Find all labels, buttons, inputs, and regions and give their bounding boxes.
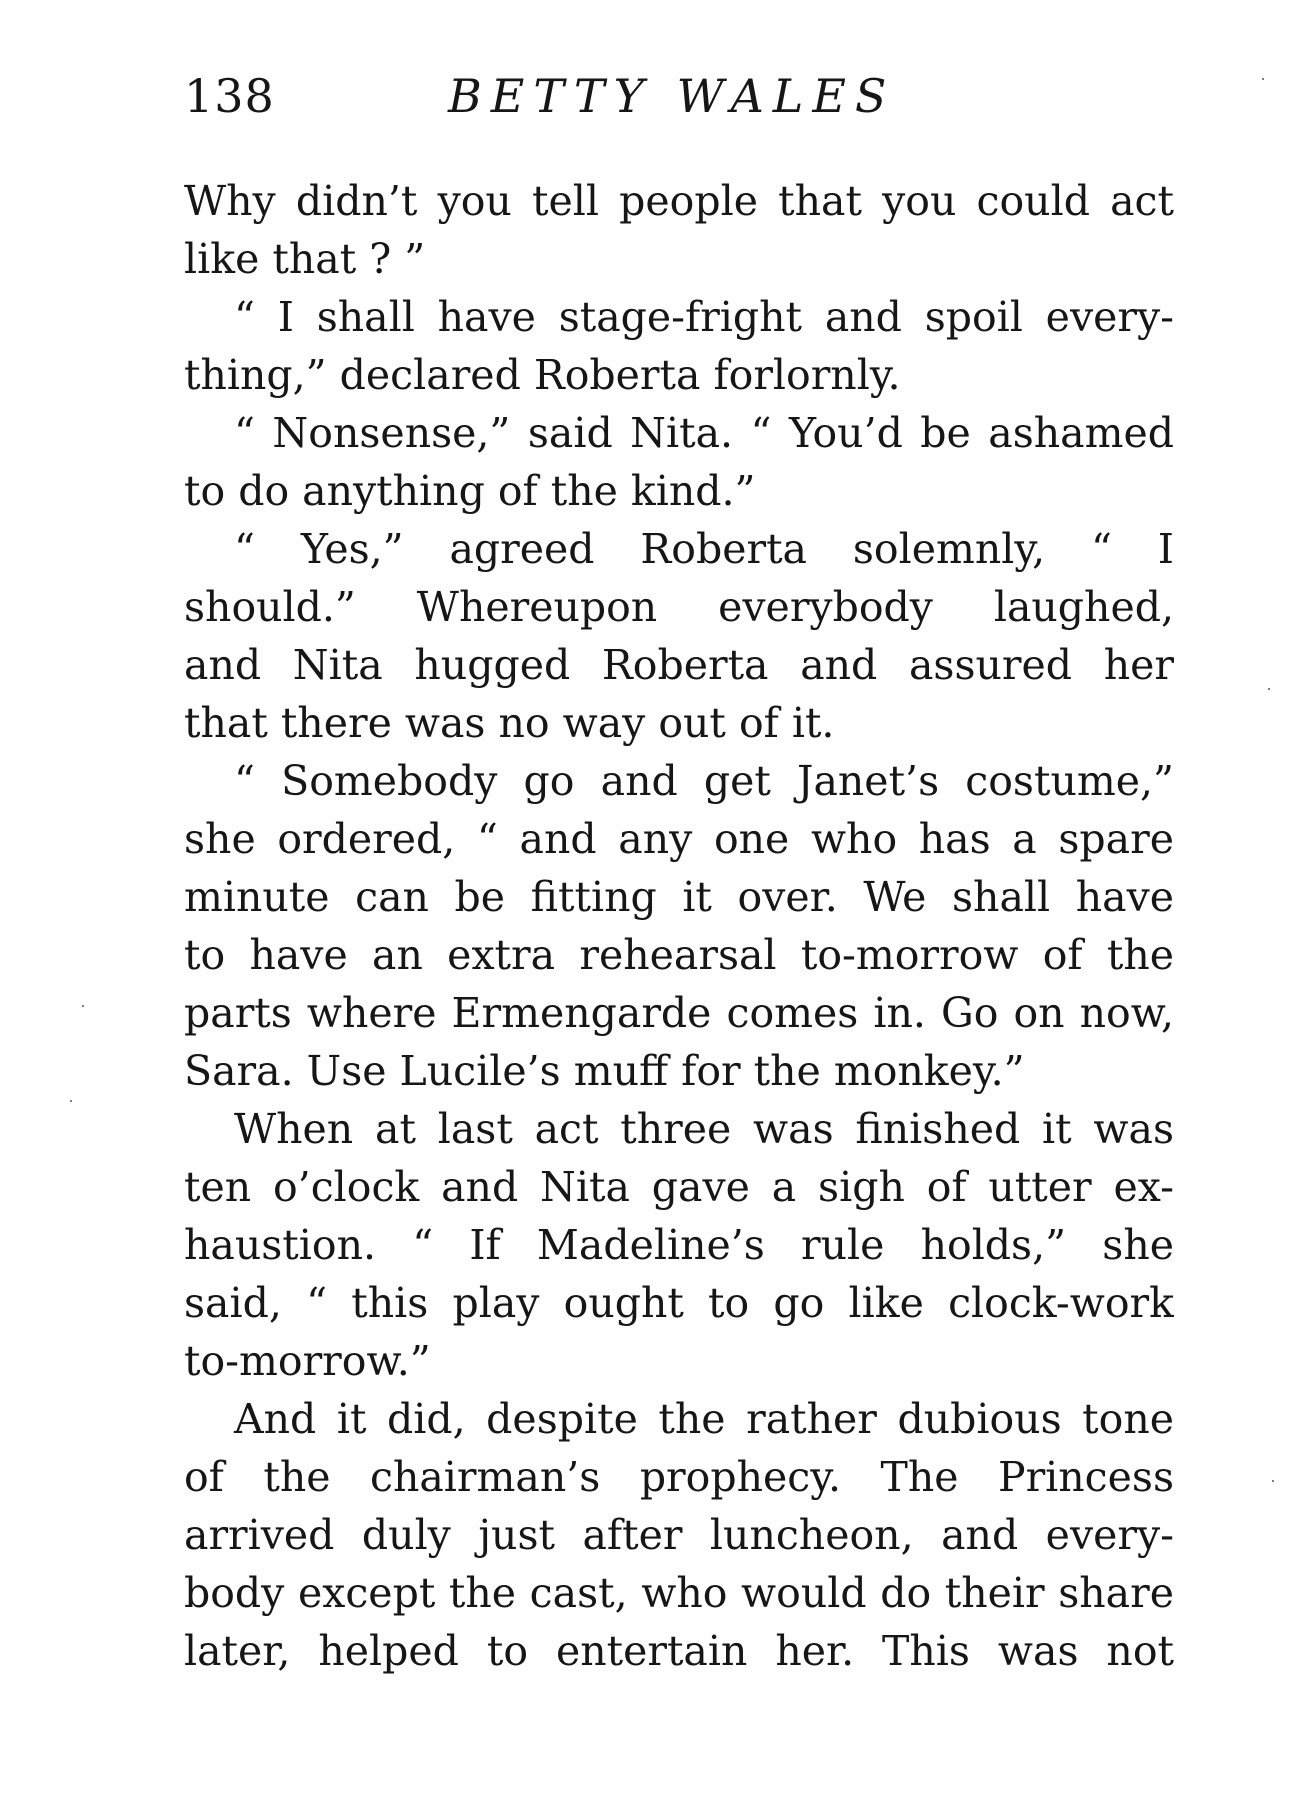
paper-speck: [70, 1100, 72, 1102]
text-line: and Nita hugged Roberta and assured her: [184, 641, 1174, 689]
text-line: later, helped to entertain her. This was not: [184, 1627, 1174, 1675]
text-line: “ Somebody go and get Janet’s costume,”: [234, 757, 1174, 805]
text-line: she ordered, “ and any one who has a spare: [184, 815, 1174, 863]
body-text: [184, 172, 1174, 1680]
text-line: And it did, despite the rather dubious tone: [234, 1395, 1174, 1443]
text-line: haustion. “ If Madeline’s rule holds,” she: [184, 1221, 1174, 1269]
text-line: arrived duly just after luncheon, and every-: [184, 1511, 1174, 1559]
text-line: “ I shall have stage-fright and spoil every-: [234, 293, 1174, 341]
text-line: Sara. Use Lucile’s muff for the monkey.”: [184, 1047, 1025, 1095]
text-line: to do anything of the kind.”: [184, 467, 756, 515]
text-line: of the chairman’s prophecy. The Princess: [184, 1453, 1174, 1501]
text-line: “ Nonsense,” said Nita. “ You’d be ashamed: [234, 409, 1174, 457]
text-line: When at last act three was finished it was: [234, 1105, 1174, 1153]
text-line: ten o’clock and Nita gave a sigh of utter ex-: [184, 1163, 1174, 1211]
text-line: “ Yes,” agreed Roberta solemnly, “ I: [234, 525, 1174, 573]
running-head: [184, 64, 1174, 134]
text-line: parts where Ermengarde comes in. Go on now,: [184, 989, 1174, 1037]
text-line: to have an extra rehearsal to-morrow of the: [184, 931, 1174, 979]
text-line: to-morrow.”: [184, 1337, 431, 1385]
text-line: should.” Whereupon everybody laughed,: [184, 583, 1174, 631]
text-line: said, “ this play ought to go like clock-work: [184, 1279, 1174, 1327]
text-line: Why didn’t you tell people that you could act: [184, 177, 1174, 225]
text-line: body except the cast, who would do their share: [184, 1569, 1174, 1617]
paper-speck: [1262, 78, 1264, 80]
page-number: 138: [184, 69, 275, 123]
book-title: BETTY WALES: [448, 69, 896, 123]
paper-speck: [82, 1005, 84, 1007]
text-line: that there was no way out of it.: [184, 699, 835, 747]
text-line: minute can be fitting it over. We shall have: [184, 873, 1174, 921]
text-line: like that ? ”: [184, 235, 426, 283]
paper-speck: [1272, 1480, 1274, 1482]
text-line: thing,” declared Roberta forlornly.: [184, 351, 901, 399]
paper-speck: [1268, 688, 1270, 690]
